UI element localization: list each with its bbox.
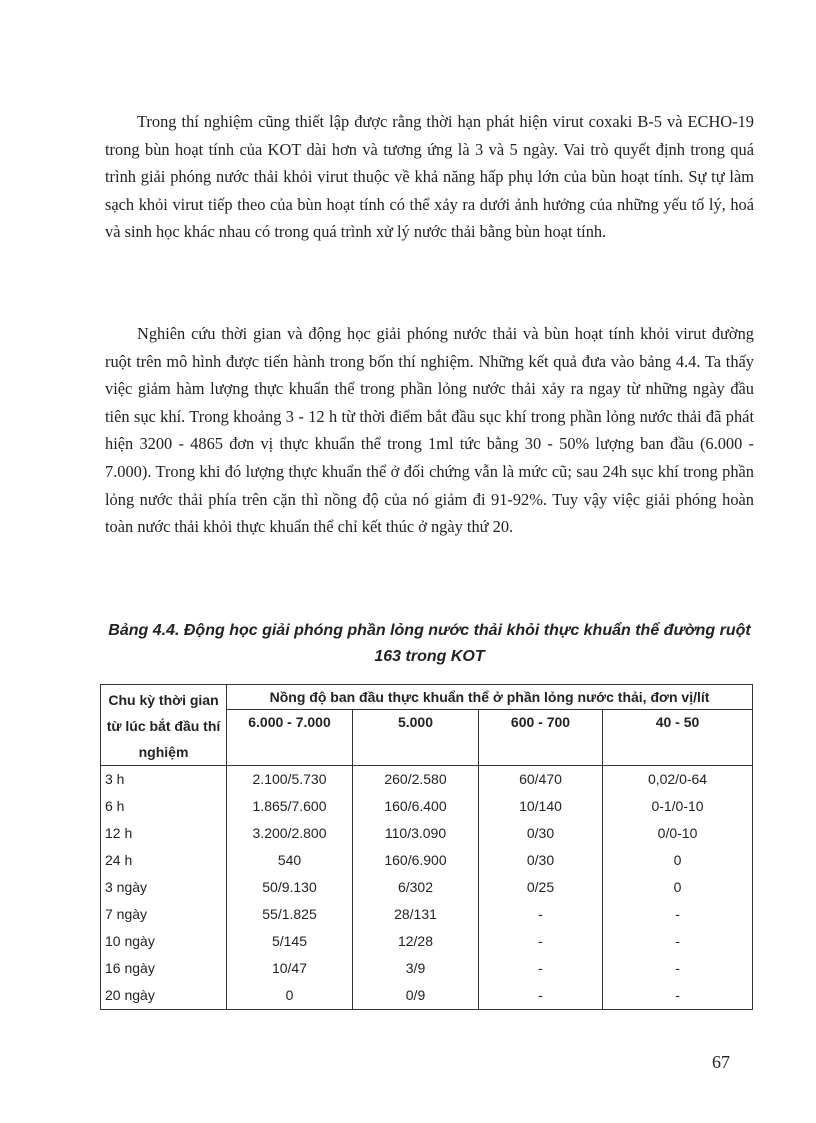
value-cell: 0 [603,847,753,874]
page-number: 67 [712,1052,730,1072]
value-cell: - [479,982,603,1010]
paragraph-virus-detection: Trong thí nghiệm cũng thiết lập được rằng thời hạn phát hiện virut coxaki B-5 và ECHO-19 trong bùn hoạt tính của KOT dài hơn và tương ứng là 3 và 5 ngày. Vai trò quyết định trong quá trình giải phóng nước thải khỏi virut thuộc về khả năng hấp phụ lớn của bùn hoạt tính. Sự tự làm sạch khỏi virut tiếp theo của bùn hoạt tính có thể xảy ra dưới ảnh hưởng của những yếu tố lý, hoá và sinh học khác nhau có trong quá trình xử lý nước thải bằng bùn hoạt tính. [105,112,754,242]
period-cell: 7 ngày [101,901,227,928]
value-cell: 5/145 [227,928,353,955]
value-cell: 0-1/0-10 [603,793,753,820]
bacteriophage-kinetics-table [100,684,753,1010]
value-cell: 0/30 [479,847,603,874]
row-header-cell: Chu kỳ thời gian từ lúc bắt đầu thí nghiệm [101,685,227,766]
value-cell: 0 [227,982,353,1010]
value-cell: - [603,982,753,1010]
value-cell: 3.200/2.800 [227,820,353,847]
table-row [101,874,753,901]
value-cell: 260/2.580 [353,766,479,794]
table-caption: Bảng 4.4. Động học giải phóng phần lỏng nước thải khỏi thực khuẩn thể đường ruột 163 trong KOT [108,622,751,665]
value-cell: 28/131 [353,901,479,928]
value-cell: - [479,928,603,955]
period-cell: 10 ngày [101,928,227,955]
value-cell: 12/28 [353,928,479,955]
value-cell: 540 [227,847,353,874]
period-cell: 3 ngày [101,874,227,901]
period-cell: 3 h [101,766,227,794]
value-cell: 160/6.900 [353,847,479,874]
column-header: 5.000 [353,710,479,766]
value-cell: 0/30 [479,820,603,847]
value-cell: 0/0-10 [603,820,753,847]
value-cell: 50/9.130 [227,874,353,901]
table-row [101,955,753,982]
value-cell: 0 [603,874,753,901]
table-row [101,847,753,874]
value-cell: - [603,928,753,955]
value-cell: - [603,901,753,928]
value-cell: - [603,955,753,982]
table-row [101,982,753,1010]
column-header: 6.000 - 7.000 [227,710,353,766]
table-row [101,901,753,928]
value-cell: 0,02/0-64 [603,766,753,794]
column-header: 600 - 700 [479,710,603,766]
value-cell: 110/3.090 [353,820,479,847]
table-row [101,820,753,847]
table-row [101,928,753,955]
value-cell: 0/9 [353,982,479,1010]
value-cell: 3/9 [353,955,479,982]
value-cell: 1.865/7.600 [227,793,353,820]
value-cell: 10/140 [479,793,603,820]
paragraph-kinetics-study: Nghiên cứu thời gian và động học giải phóng nước thải và bùn hoạt tính khỏi virut đường ruột trên mô hình được tiến hành trong bốn thí nghiệm. Những kết quả đưa vào bảng 4.4. Ta thấy việc giảm hàm lượng thực khuẩn thể trong phần lỏng nước thải xảy ra ngay từ những ngày đầu tiên sục khí. Trong khoảng 3 - 12 h từ thời điểm bắt đầu sục khí trong phần lỏng nước thải đã phát hiện 3200 - 4865 đơn vị thực khuẩn thể trong 1ml tức bằng 30 - 50% lượng ban đầu (6.000 - 7.000). Trong khi đó lượng thực khuẩn thể ở đối chứng vẫn là mức cũ; sau 24h sục khí trong phần lỏng nước thải phía trên cặn thì nồng độ của nó giảm đi 91-92%. Tuy vậy việc giải phóng hoàn toàn nước thải khỏi thực khuẩn thể chỉ kết thúc ở ngày thứ 20. [105,324,754,537]
value-cell: 6/302 [353,874,479,901]
column-header: 40 - 50 [603,710,753,766]
group-header-cell: Nồng độ ban đầu thực khuẩn thể ở phần lỏng nước thải, đơn vị/lít [227,685,753,710]
period-cell: 16 ngày [101,955,227,982]
value-cell: 0/25 [479,874,603,901]
period-cell: 12 h [101,820,227,847]
table-row [101,766,753,794]
table-row [101,793,753,820]
period-cell: 24 h [101,847,227,874]
value-cell: - [479,955,603,982]
value-cell: 160/6.400 [353,793,479,820]
period-cell: 6 h [101,793,227,820]
value-cell: 55/1.825 [227,901,353,928]
value-cell: 2.100/5.730 [227,766,353,794]
period-cell: 20 ngày [101,982,227,1010]
value-cell: - [479,901,603,928]
value-cell: 60/470 [479,766,603,794]
value-cell: 10/47 [227,955,353,982]
